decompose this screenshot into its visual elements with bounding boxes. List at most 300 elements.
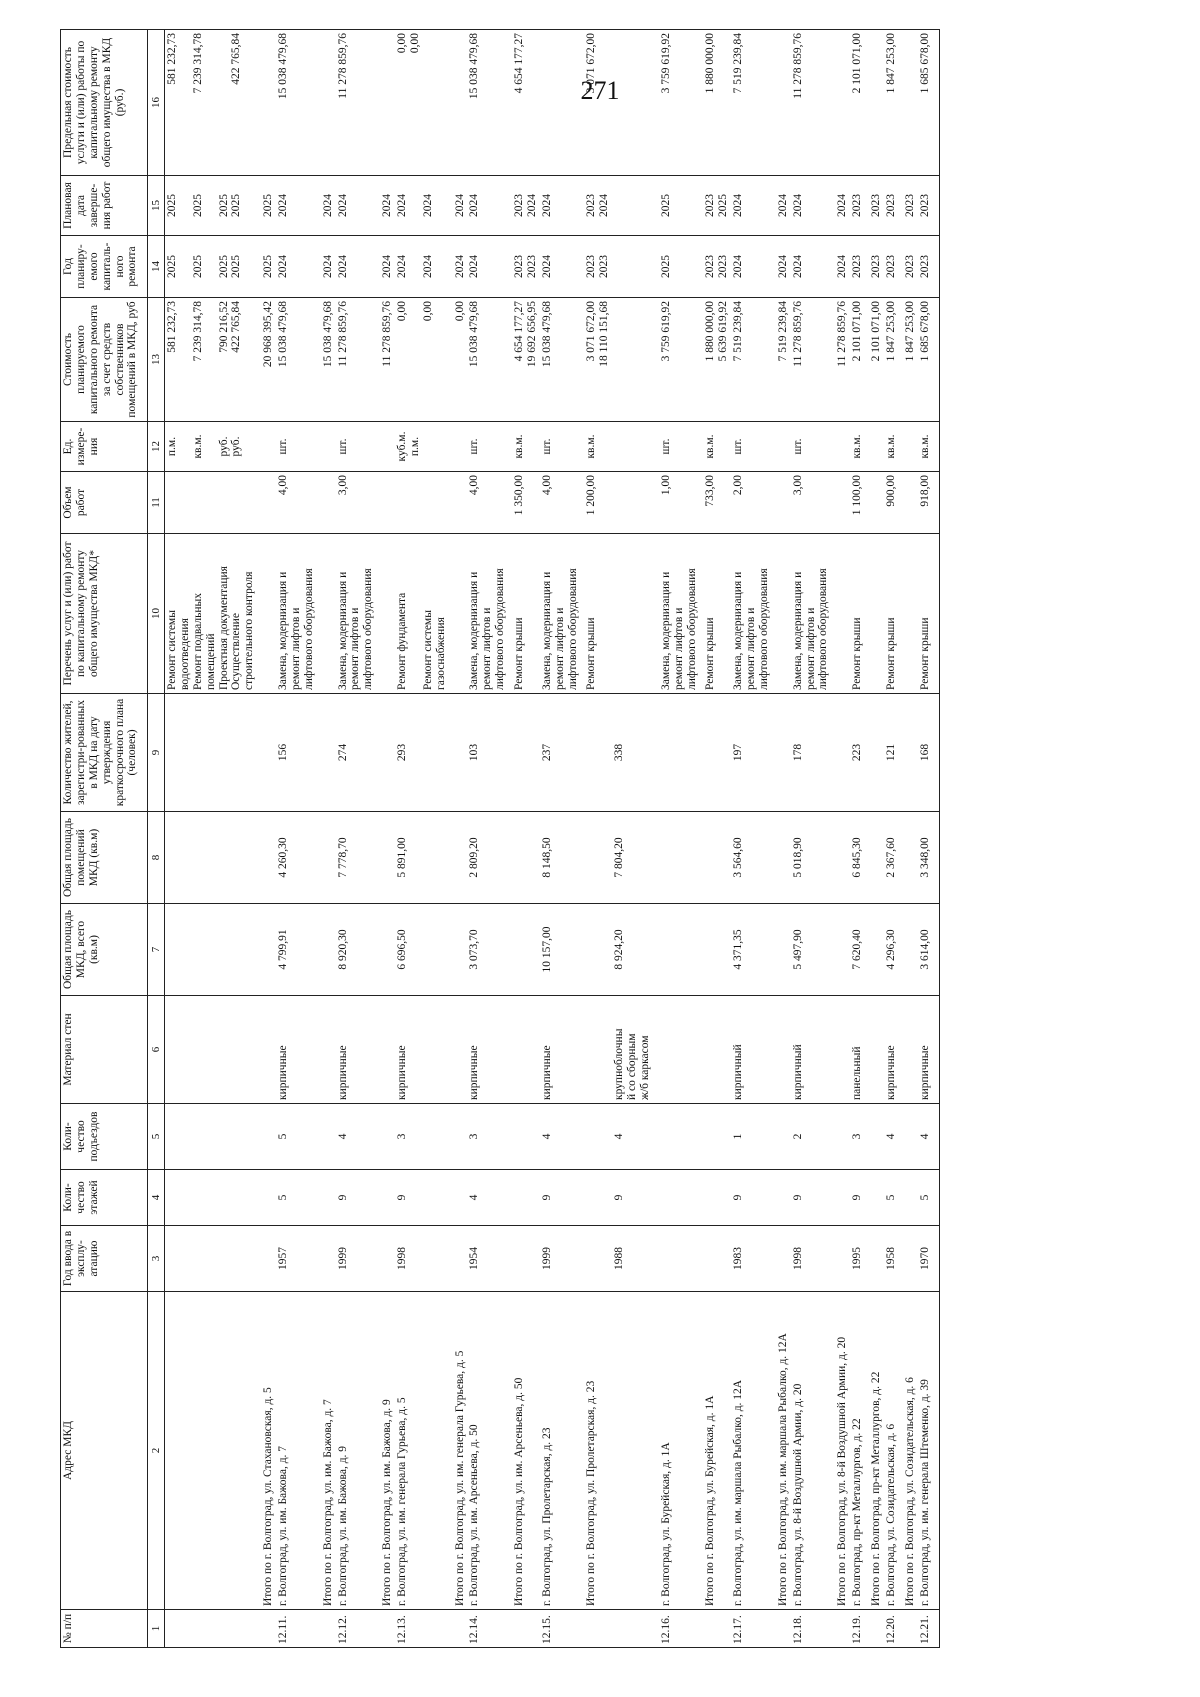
area-total-cell: 7 620,40 (850, 904, 865, 996)
volume-cell (772, 472, 791, 534)
end-cell: 2023 (884, 176, 899, 236)
cell (933, 534, 940, 694)
cell (580, 1226, 612, 1292)
itogo-label: Итого по г. Волгоград, ул. им. маршала Рыбалко, д. 12А (772, 1292, 791, 1610)
address-cell: г. Волгоград, ул. Пролетарская, д. 23 (540, 1292, 581, 1610)
floors-cell: 9 (395, 1170, 449, 1226)
units-cell (449, 422, 468, 472)
cell (831, 1104, 850, 1170)
table-row (791, 30, 832, 1648)
column-number: 1 (148, 1610, 165, 1648)
area-rooms-cell: 5 018,90 (791, 812, 832, 904)
row-number: 12.20. (884, 1610, 899, 1648)
area-rooms-cell: 2 809,20 (467, 812, 508, 904)
itogo-label: Итого по г. Волгоград, ул. 8-й Воздушной Армии, д. 20 (831, 1292, 850, 1610)
area-total-cell: 5 497,90 (791, 904, 832, 996)
cost-cell: 3 071 672,00 18 110 151,68 (580, 298, 612, 422)
table-row-itogo (865, 30, 884, 1648)
entrances-cell: 4 (540, 1104, 581, 1170)
table-row-itogo (580, 30, 612, 1648)
cell (831, 812, 850, 904)
residents-cell: 121 (884, 694, 899, 812)
works-cell: Ремонт крыши (508, 534, 540, 694)
header-row (61, 30, 148, 1648)
cell (699, 1226, 731, 1292)
cell (257, 904, 276, 996)
limit-cell: 2 101 071,00 (850, 30, 865, 176)
address-cell: г. Волгоград, ул. 8-й Воздушной Армии, д. 20 (791, 1292, 832, 1610)
cell (933, 812, 940, 904)
column-header: Ед. измере-ния (61, 422, 148, 472)
year-cell: 2024 (317, 236, 336, 298)
column-header: Общая площадь МКД, всего (кв.м) (61, 904, 148, 996)
cell (933, 904, 940, 996)
year-cell: 2024 (467, 236, 508, 298)
cell (165, 904, 258, 996)
cell (165, 1292, 258, 1610)
limit-cell: 1 880 000,00 (699, 30, 731, 176)
cell (257, 1226, 276, 1292)
column-header: № п/п (61, 1610, 148, 1648)
year-built-cell: 1998 (791, 1226, 832, 1292)
end-cell: 2023 (850, 176, 865, 236)
material-cell: кирпичные (395, 996, 449, 1104)
column-header: Адрес МКД (61, 1292, 148, 1610)
column-header: Материал стен (61, 996, 148, 1104)
cell (580, 1104, 612, 1170)
cost-cell: 1 847 253,00 (884, 298, 899, 422)
end-cell: 2024 2024 (395, 176, 449, 236)
cell (933, 30, 940, 176)
limit-cell: 581 232,73 7 239 314,78 422 765,84 (165, 30, 258, 176)
units-cell: шт. (276, 422, 317, 472)
limit-cell: 4 654 177,27 (508, 30, 540, 176)
cost-cell: 3 759 619,92 (659, 298, 700, 422)
cell (508, 1610, 540, 1648)
units-cell (376, 422, 395, 472)
volume-cell (395, 472, 449, 534)
cell (899, 1226, 918, 1292)
year-cell: 2023 (918, 236, 933, 298)
area-rooms-cell: 6 845,30 (850, 812, 865, 904)
area-total-cell: 4 296,30 (884, 904, 899, 996)
row-number: 12.12. (336, 1610, 377, 1648)
works-cell: Замена, модернизация и ремонт лифтов и лифтового оборудования (276, 534, 317, 694)
volume-cell (257, 472, 276, 534)
column-number: 5 (148, 1104, 165, 1170)
column-number: 3 (148, 1226, 165, 1292)
year-cell: 2023 2023 (580, 236, 612, 298)
cell (449, 1170, 468, 1226)
year-cell: 2024 (791, 236, 832, 298)
year-cell: 2024 (831, 236, 850, 298)
table-row (336, 30, 377, 1648)
cell (699, 812, 731, 904)
cell (376, 1226, 395, 1292)
row-number: 12.13. (395, 1610, 449, 1648)
cell (165, 1226, 258, 1292)
table-row-itogo (899, 30, 918, 1648)
column-number: 10 (148, 534, 165, 694)
works-cell: Замена, модернизация и ремонт лифтов и лифтового оборудования (659, 534, 700, 694)
cell (317, 904, 336, 996)
area-total-cell: 3 073,70 (467, 904, 508, 996)
entrances-cell: 4 (336, 1104, 377, 1170)
column-number: 16 (148, 30, 165, 176)
table-row-itogo (257, 30, 276, 1648)
limit-cell: 0,00 0,00 (395, 30, 449, 176)
end-cell: 2024 (540, 176, 581, 236)
cell (933, 1610, 940, 1648)
limit-cell: 1 685 678,00 (918, 30, 933, 176)
end-cell: 2024 (376, 176, 395, 236)
limit-cell (899, 30, 918, 176)
cell (933, 422, 940, 472)
itogo-label: Итого по г. Волгоград, ул. Созидательская, д. 6 (899, 1292, 918, 1610)
table-row-itogo (508, 30, 540, 1648)
units-cell: кв.м. (918, 422, 933, 472)
cell (831, 996, 850, 1104)
units-cell (317, 422, 336, 472)
column-number: 15 (148, 176, 165, 236)
works-cell: Ремонт крыши (699, 534, 731, 694)
table-row (395, 30, 449, 1648)
units-cell: куб.м. п.м. (395, 422, 449, 472)
limit-cell: 3 759 619,92 (659, 30, 700, 176)
end-cell: 2024 (772, 176, 791, 236)
cell (933, 1104, 940, 1170)
rotated-table-container (60, 30, 1140, 1648)
material-cell: кирпичный (791, 996, 832, 1104)
volume-cell (865, 472, 884, 534)
row-number: 12.19. (850, 1610, 865, 1648)
cell (449, 694, 468, 812)
address-cell: г. Волгоград, ул. им. Арсеньева, д. 50 (467, 1292, 508, 1610)
end-cell: 2024 (467, 176, 508, 236)
cell (933, 298, 940, 422)
material-cell: кирпичный (731, 996, 772, 1104)
year-cell: 2025 2025 2025 2025 (165, 236, 258, 298)
row-number: 12.16. (659, 1610, 700, 1648)
area-total-cell: 8 924,20 (612, 904, 653, 996)
cost-cell: 4 654 177,27 19 692 656,95 (508, 298, 540, 422)
works-cell: Ремонт фундамента Ремонт системы газоснабжения (395, 534, 449, 694)
cell (699, 1170, 731, 1226)
cell (899, 1104, 918, 1170)
floors-cell: 9 (612, 1170, 653, 1226)
cost-cell: 7 519 239,84 (731, 298, 772, 422)
units-cell: шт. (731, 422, 772, 472)
residents-cell: 197 (731, 694, 772, 812)
cell (165, 1170, 258, 1226)
cell (831, 1226, 850, 1292)
volume-cell: 3,00 (336, 472, 377, 534)
end-cell: 2024 (449, 176, 468, 236)
year-cell: 2024 (540, 236, 581, 298)
cell (317, 1226, 336, 1292)
cell (899, 904, 918, 996)
cell (376, 1170, 395, 1226)
units-cell (612, 422, 653, 472)
end-cell: 2023 (899, 176, 918, 236)
units-cell: шт. (540, 422, 581, 472)
works-cell (772, 534, 791, 694)
cell (865, 694, 884, 812)
material-cell: кирпичные (918, 996, 933, 1104)
cell (699, 996, 731, 1104)
units-cell (772, 422, 791, 472)
material-cell: кирпичные (336, 996, 377, 1104)
area-total-cell: 4 799,91 (276, 904, 317, 996)
column-number: 8 (148, 812, 165, 904)
itogo-label: Итого по г. Волгоград, ул. им. Арсеньева, д. 50 (508, 1292, 540, 1610)
cell (933, 1226, 940, 1292)
cell (449, 812, 468, 904)
row-number (612, 1610, 653, 1648)
column-header: Стоимость планируемого капитального ремонта за счет средств собственников помещений в МКД, руб (61, 298, 148, 422)
column-header: Год ввода в эксплу-атацию (61, 1226, 148, 1292)
floors-cell: 5 (884, 1170, 899, 1226)
units-cell: кв.м. (508, 422, 540, 472)
cell (899, 996, 918, 1104)
works-cell (376, 534, 395, 694)
year-cell: 2023 2023 (508, 236, 540, 298)
column-number: 11 (148, 472, 165, 534)
volume-cell: 733,00 (699, 472, 731, 534)
cell (165, 1610, 258, 1648)
year-built-cell: 1998 (395, 1226, 449, 1292)
end-cell: 2024 (276, 176, 317, 236)
cell (257, 996, 276, 1104)
entrances-cell: 4 (884, 1104, 899, 1170)
area-rooms-cell: 8 148,50 (540, 812, 581, 904)
column-header: Предельная стоимость услуги и (или) работы по капитальному ремонту общего имущества в МКД (руб.) (61, 30, 148, 176)
table-body (165, 30, 940, 1648)
limit-cell: 1 847 253,00 (884, 30, 899, 176)
volume-cell: 900,00 (884, 472, 899, 534)
end-cell: 2024 (731, 176, 772, 236)
works-cell (899, 534, 918, 694)
cell (933, 176, 940, 236)
limit-cell (612, 30, 653, 176)
cost-cell: 15 038 479,68 (467, 298, 508, 422)
area-rooms-cell: 5 891,00 (395, 812, 449, 904)
address-cell: г. Волгоград, ул. Бурейская, д. 1А (659, 1292, 700, 1610)
cost-cell: 0,00 0,00 (395, 298, 449, 422)
cell (865, 904, 884, 996)
units-cell (257, 422, 276, 472)
volume-cell (449, 472, 468, 534)
column-number: 9 (148, 694, 165, 812)
area-total-cell: 4 371,35 (731, 904, 772, 996)
cell (317, 996, 336, 1104)
floors-cell: 4 (467, 1170, 508, 1226)
units-cell: кв.м. (580, 422, 612, 472)
table-row (731, 30, 772, 1648)
cost-cell: 7 519 239,84 (772, 298, 791, 422)
material-cell: панельный (850, 996, 865, 1104)
residents-cell: 223 (850, 694, 865, 812)
table-row (540, 30, 581, 1648)
entrances-cell: 4 (612, 1104, 653, 1170)
cost-cell: 11 278 859,76 (791, 298, 832, 422)
volume-cell (899, 472, 918, 534)
cell (508, 1104, 540, 1170)
limit-cell: 15 038 479,68 (276, 30, 317, 176)
cell (580, 812, 612, 904)
cell (933, 996, 940, 1104)
units-cell (865, 422, 884, 472)
row-number: 12.14. (467, 1610, 508, 1648)
cell (257, 694, 276, 812)
year-built-cell: 1958 (884, 1226, 899, 1292)
volume-cell (317, 472, 336, 534)
cell (376, 812, 395, 904)
page-number: 271 (580, 76, 620, 105)
volume-cell: 4,00 (276, 472, 317, 534)
cell (165, 472, 258, 534)
residents-cell: 178 (791, 694, 832, 812)
limit-cell (449, 30, 468, 176)
volume-cell (376, 472, 395, 534)
table-row (276, 30, 317, 1648)
works-cell (865, 534, 884, 694)
limit-cell (772, 30, 791, 176)
column-header: Год планиру-емого капиталь-ного ремонта (61, 236, 148, 298)
cost-cell: 2 101 071,00 (850, 298, 865, 422)
end-cell: 2023 2024 (508, 176, 540, 236)
cell (376, 1610, 395, 1648)
floors-cell: 5 (276, 1170, 317, 1226)
limit-cell: 7 519 239,84 (731, 30, 772, 176)
limit-cell: 15 038 479,68 (467, 30, 508, 176)
year-cell: 2023 (899, 236, 918, 298)
cell (772, 1226, 791, 1292)
cell (933, 472, 940, 534)
column-header: Объем работ (61, 472, 148, 534)
limit-cell: 11 278 859,76 (791, 30, 832, 176)
cell (317, 1170, 336, 1226)
column-header: Коли-чество этажей (61, 1170, 148, 1226)
units-cell: шт. (336, 422, 377, 472)
cell (772, 904, 791, 996)
volume-cell (612, 472, 653, 534)
cell (508, 812, 540, 904)
table-row-itogo (772, 30, 791, 1648)
works-cell: Замена, модернизация и ремонт лифтов и лифтового оборудования (336, 534, 377, 694)
units-cell: шт. (467, 422, 508, 472)
units-cell: кв.м. (850, 422, 865, 472)
cell (580, 1170, 612, 1226)
cell (257, 1104, 276, 1170)
table-row (659, 30, 700, 1648)
cell (165, 812, 258, 904)
cell (580, 694, 612, 812)
table-row (884, 30, 899, 1648)
cell (899, 1170, 918, 1226)
year-built-cell: 1999 (540, 1226, 581, 1292)
end-cell (612, 176, 653, 236)
column-header: Количество жителей, зарегистри-рованных в МКД на дату утверждения краткосрочного плана (человек) (61, 694, 148, 812)
cell (899, 812, 918, 904)
floors-cell: 9 (850, 1170, 865, 1226)
year-cell: 2024 2024 (395, 236, 449, 298)
cell (933, 236, 940, 298)
cell (933, 1292, 940, 1610)
itogo-label: Итого по г. Волгоград, ул. Пролетарская, д. 23 (580, 1292, 612, 1610)
column-number: 12 (148, 422, 165, 472)
table-row-itogo (317, 30, 336, 1648)
cost-cell: 15 038 479,68 (317, 298, 336, 422)
area-total-cell (659, 904, 700, 996)
end-cell: 2023 (865, 176, 884, 236)
works-cell (612, 534, 653, 694)
material-cell (659, 996, 700, 1104)
residents-cell: 168 (918, 694, 933, 812)
column-header: Коли-чество подъездов (61, 1104, 148, 1170)
limit-cell (317, 30, 336, 176)
cell (772, 1610, 791, 1648)
end-cell: 2025 2025 2025 2025 (165, 176, 258, 236)
column-header: Плановая дата заверше-ния работ (61, 176, 148, 236)
end-cell: 2023 (918, 176, 933, 236)
cell (899, 694, 918, 812)
limit-cell (376, 30, 395, 176)
address-cell: г. Волгоград, ул. им. генерала Штеменко, д. 39 (918, 1292, 933, 1610)
cell (772, 1170, 791, 1226)
itogo-label: Итого по г. Волгоград, пр-кт Металлургов, д. 22 (865, 1292, 884, 1610)
year-cell: 2024 (376, 236, 395, 298)
cell (257, 1170, 276, 1226)
cell (376, 904, 395, 996)
area-rooms-cell (659, 812, 700, 904)
itogo-label: Итого по г. Волгоград, ул. им. генерала Гурьева, д. 5 (449, 1292, 468, 1610)
works-cell: Замена, модернизация и ремонт лифтов и лифтового оборудования (731, 534, 772, 694)
area-total-cell: 6 696,50 (395, 904, 449, 996)
limit-cell (865, 30, 884, 176)
year-cell: 2024 (772, 236, 791, 298)
column-number: 6 (148, 996, 165, 1104)
cell (831, 1170, 850, 1226)
cell (865, 812, 884, 904)
works-cell: Замена, модернизация и ремонт лифтов и лифтового оборудования (540, 534, 581, 694)
cell (508, 1226, 540, 1292)
year-cell: 2024 (336, 236, 377, 298)
material-cell: кирпичные (276, 996, 317, 1104)
area-total-cell: 8 920,30 (336, 904, 377, 996)
cell (165, 694, 258, 812)
cost-cell: 11 278 859,76 (336, 298, 377, 422)
entrances-cell: 5 (276, 1104, 317, 1170)
column-number-row (148, 30, 165, 1648)
table-row-itogo (831, 30, 850, 1648)
table-row-itogo (449, 30, 468, 1648)
volume-cell: 4,00 (467, 472, 508, 534)
year-cell: 2025 (257, 236, 276, 298)
year-built-cell: 1970 (918, 1226, 933, 1292)
cell (449, 904, 468, 996)
cell (865, 996, 884, 1104)
cell (508, 1170, 540, 1226)
year-built-cell: 1988 (612, 1226, 653, 1292)
works-cell: Ремонт системы водоотведения Ремонт подвальных помещений Проектная документация Осуществление строительного контроля (165, 534, 258, 694)
row-number: 12.15. (540, 1610, 581, 1648)
volume-cell: 2,00 (731, 472, 772, 534)
cell (165, 1104, 258, 1170)
year-cell: 2025 (659, 236, 700, 298)
units-cell: шт. (659, 422, 700, 472)
volume-cell: 1,00 (659, 472, 700, 534)
